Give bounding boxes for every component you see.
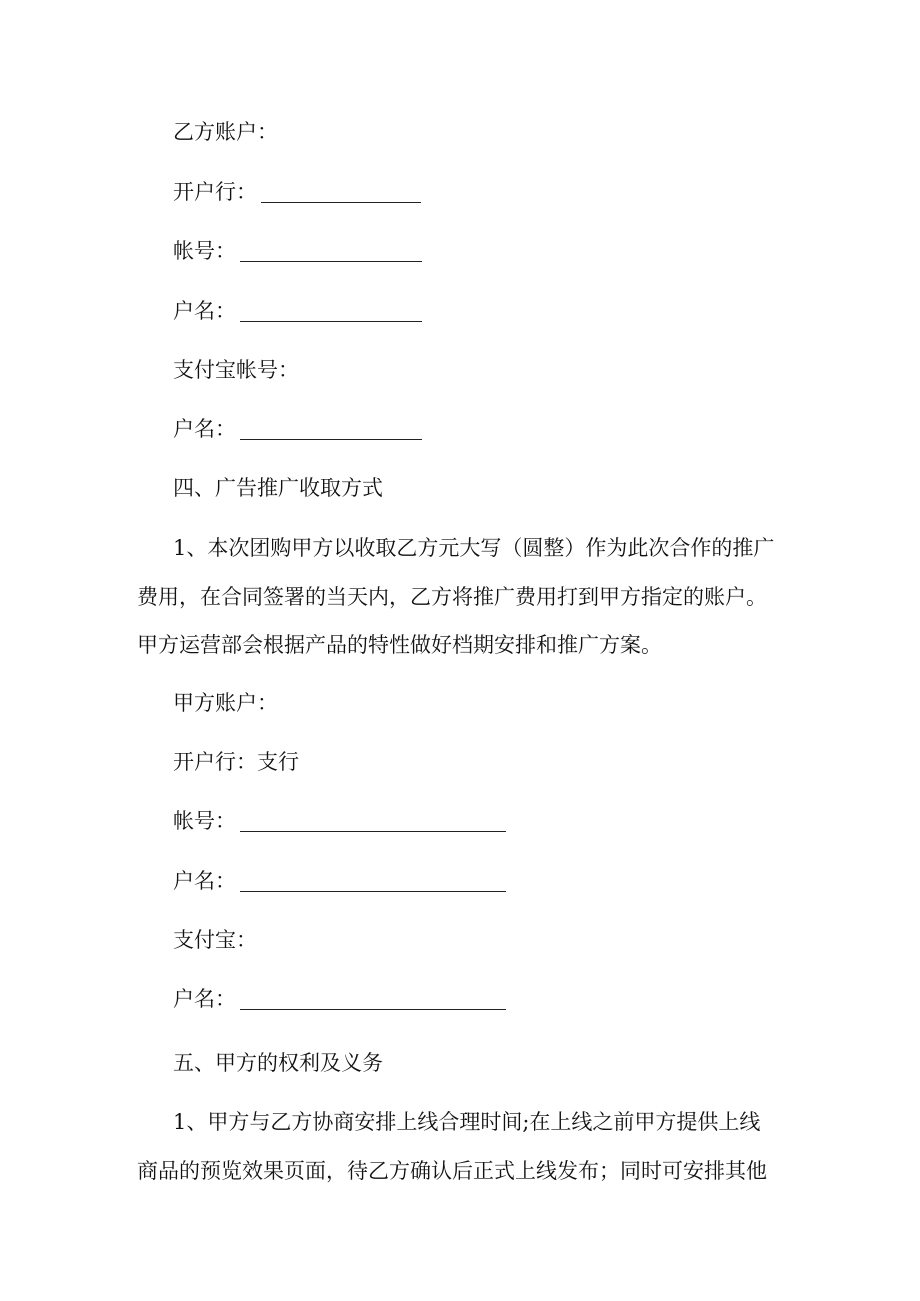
party-a-alipay-name-label: 户名： <box>173 987 236 1011</box>
party-a-bank-row <box>173 747 299 777</box>
party-b-bank-row <box>173 177 421 207</box>
party-b-account-heading <box>173 117 278 147</box>
section-4-clause-1-text-2: 费用，在合同签署的当天内，乙方将推广费用打到甲方指定的账户。 <box>137 585 767 609</box>
party-b-bank-label: 开户行： <box>173 180 257 204</box>
party-a-alipay-label: 支付宝： <box>173 928 257 952</box>
section-5-clause-1-text-2: 商品的预览效果页面，待乙方确认后正式上线发布；同时可安排其他 <box>137 1159 767 1183</box>
party-a-alipay-name-blank <box>240 989 506 1010</box>
section-4-clause-1-line-2 <box>137 582 797 612</box>
party-b-account-row <box>173 236 422 266</box>
section-4-clause-1-text-3: 甲方运营部会根据产品的特性做好档期安排和推广方案。 <box>137 633 662 657</box>
section-4-clause-1-text-1: 1、本次团购甲方以收取乙方元大写（圆整）作为此次合作的推广 <box>173 536 775 560</box>
party-a-name-blank <box>240 871 506 892</box>
party-b-name-blank <box>240 301 422 322</box>
party-b-bank-blank <box>261 182 421 203</box>
section-5-heading <box>173 1048 383 1078</box>
section-5-heading-text: 五、甲方的权利及义务 <box>173 1051 383 1075</box>
section-4-clause-1-line-3 <box>137 630 797 660</box>
party-b-account-heading-text: 乙方账户： <box>173 120 278 144</box>
party-b-account-label: 帐号： <box>173 239 236 263</box>
party-a-account-row <box>173 806 506 836</box>
section-5-clause-1-line-1 <box>173 1107 833 1137</box>
party-b-name-row <box>173 296 422 326</box>
party-a-bank-line: 开户行：支行 <box>173 750 299 774</box>
party-a-alipay-row <box>173 925 257 955</box>
party-b-alipay-row <box>173 355 299 385</box>
party-b-alipay-label: 支付宝帐号： <box>173 358 299 382</box>
section-4-heading-text: 四、广告推广收取方式 <box>173 476 383 500</box>
party-a-account-blank <box>240 811 506 832</box>
party-a-account-heading <box>173 688 278 718</box>
party-b-alipay-name-label: 户名： <box>173 417 236 441</box>
section-4-clause-1-line-1 <box>173 533 833 563</box>
section-4-heading <box>173 473 383 503</box>
party-a-account-heading-text: 甲方账户： <box>173 691 278 715</box>
party-b-alipay-name-blank <box>240 419 422 440</box>
party-a-name-row <box>173 866 506 896</box>
party-b-name-label: 户名： <box>173 299 236 323</box>
party-b-alipay-name-row <box>173 414 422 444</box>
party-a-account-label: 帐号： <box>173 809 236 833</box>
section-5-clause-1-text-1: 1、甲方与乙方协商安排上线合理时间;在上线之前甲方提供上线 <box>173 1110 761 1134</box>
party-a-name-label: 户名： <box>173 869 236 893</box>
party-b-account-blank <box>240 241 422 262</box>
party-a-alipay-name-row <box>173 984 506 1014</box>
section-5-clause-1-line-2 <box>137 1156 797 1186</box>
